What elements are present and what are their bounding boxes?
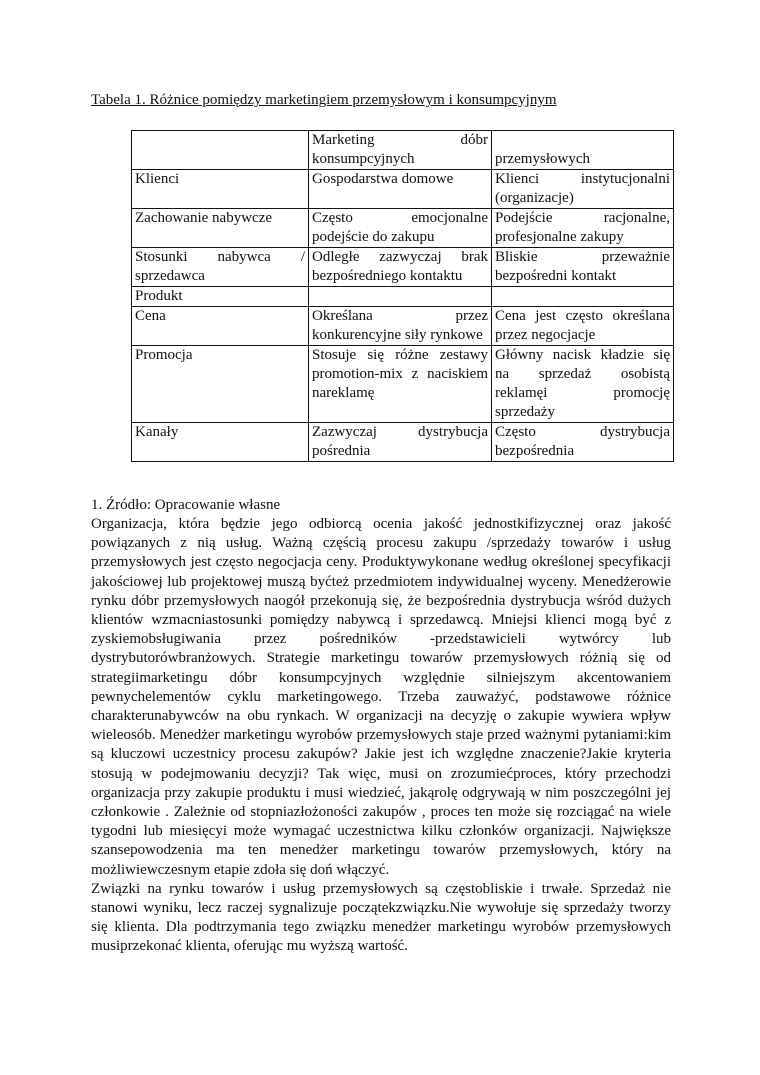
table-cell: Określana przez konkurencyjne siły rynkowe — [309, 307, 492, 346]
paragraph: Związki na rynku towarów i usług przemysłowych są częstobliskie i trwałe. Sprzedaż nie stanowi wyniku, lecz raczej sygnalizuje początekzwiązku.Nie wywołuje się sprzedaży tworzy się klienta. Dla podtrzymania tego związku menedżer marketingu wyrobów przemysłowych musiprzekonać klienta, oferując mu wyższą wartość. — [91, 880, 671, 955]
table-row — [132, 287, 674, 307]
table-cell: Klienci — [132, 170, 309, 209]
table-row — [132, 346, 674, 423]
table-cell: Produkt — [132, 287, 309, 307]
table-row — [132, 307, 674, 346]
table-cell: Promocja — [132, 346, 309, 423]
table-row — [132, 170, 674, 209]
table-header-row — [132, 131, 674, 170]
paragraph: Organizacja, która będzie jego odbiorcą ocenia jakość jednostkifizycznej oraz jakość powiązanych z nią usług. Ważną częścią procesu zakupu /sprzedaży towarów i usług przemysłowych jest często negocjacja ceny. Produktywykonane według określonej specyfikacji jakościowej lub projektowej muszą byćteż przedmiotem indywidualnej wyceny. Menedżerowie rynku dóbr przemysłowych naogół przekonują się, że bezpośrednia dystrybucja wśród dużych klientów wzmacniastosunki pomiędzy nabywcą i sprzedawcą. Mniejsi klienci mogą być z zyskiemobsługiwania przez pośredników -przedstawicieli wytwórcy lub dystrybutorówbranżowych. Strategie marketingu towarów przemysłowych różnią się od strategiimarketingu dóbr konsumpcyjnych względnie silniejszym akcentowaniem pewnychelementów cyklu marketingowego. Trzeba zauważyć, podstawowe różnice charakterunabywców na obu rynkach. W organizacji na decyzję o zakupie wywiera wpływ wieleosób. Menedżer marketingu wyrobów przemysłowych staje przed ważnymi pytaniami:kim są kluczowi uczestnicy procesu zakupów? Jakie jest ich względne znaczenie?Jakie kryteria stosują w podejmowaniu decyzji? Tak więc, musi on zrozumiećproces, który przechodzi organizacja przy zakupie produktu i musi wiedzieć, jakąrolę odgrywają w nim poszczególni jej członkowie . Zależnie od stopniazłożoności zakupów , proces ten może się rozciągać na wiele tygodni lub miesięcyi może wymagać uczestnictwa kilku członków organizacji. Największe szansepowodzenia ma ten menedżer marketingu towarów przemysłowych, który na możliwiewczesnym etapie zdoła się doń włączyć. — [91, 516, 671, 878]
table-row — [132, 423, 674, 462]
table-header-cell — [132, 131, 309, 170]
table-cell: Cena jest często określana przez negocjacje — [492, 307, 674, 346]
table-cell: Zazwyczaj dystrybucja pośrednia — [309, 423, 492, 462]
table-cell: Stosunki nabywca / sprzedawca — [132, 248, 309, 287]
table-cell: Kanały — [132, 423, 309, 462]
body-text — [91, 515, 671, 957]
comparison-table — [131, 130, 674, 462]
table-cell: Gospodarstwa domowe — [309, 170, 492, 209]
table-cell — [309, 287, 492, 307]
table-cell: Zachowanie nabywcze — [132, 209, 309, 248]
table-row — [132, 248, 674, 287]
table-cell: Podejście racjonalne, profesjonalne zakupy — [492, 209, 674, 248]
table-header-cell: przemysłowych — [492, 131, 674, 170]
table-cell: Bliskie przeważnie bezpośredni kontakt — [492, 248, 674, 287]
table-source-note: 1. Źródło: Opracowanie własne — [91, 497, 281, 513]
table-cell: Główny nacisk kładzie się na sprzedaż osobistą reklamęi promocję sprzedaży — [492, 346, 674, 423]
table-row — [132, 209, 674, 248]
table-header-cell: Marketing dóbr konsumpcyjnych — [309, 131, 492, 170]
table-caption — [91, 91, 711, 110]
table-cell: Cena — [132, 307, 309, 346]
table-cell: Klienci instytucjonalni (organizacje) — [492, 170, 674, 209]
table-cell: Odległe zazwyczaj brak bezpośredniego kontaktu — [309, 248, 492, 287]
table-cell: Często emocjonalne podejście do zakupu — [309, 209, 492, 248]
table-cell: Często dystrybucja bezpośrednia — [492, 423, 674, 462]
table-cell — [492, 287, 674, 307]
table-cell: Stosuje się różne zestawy promotion-mix z naciskiem nareklamę — [309, 346, 492, 423]
table-caption-text: Tabela 1. Różnice pomiędzy marketingiem przemysłowym i konsumpcyjnym — [91, 92, 557, 108]
